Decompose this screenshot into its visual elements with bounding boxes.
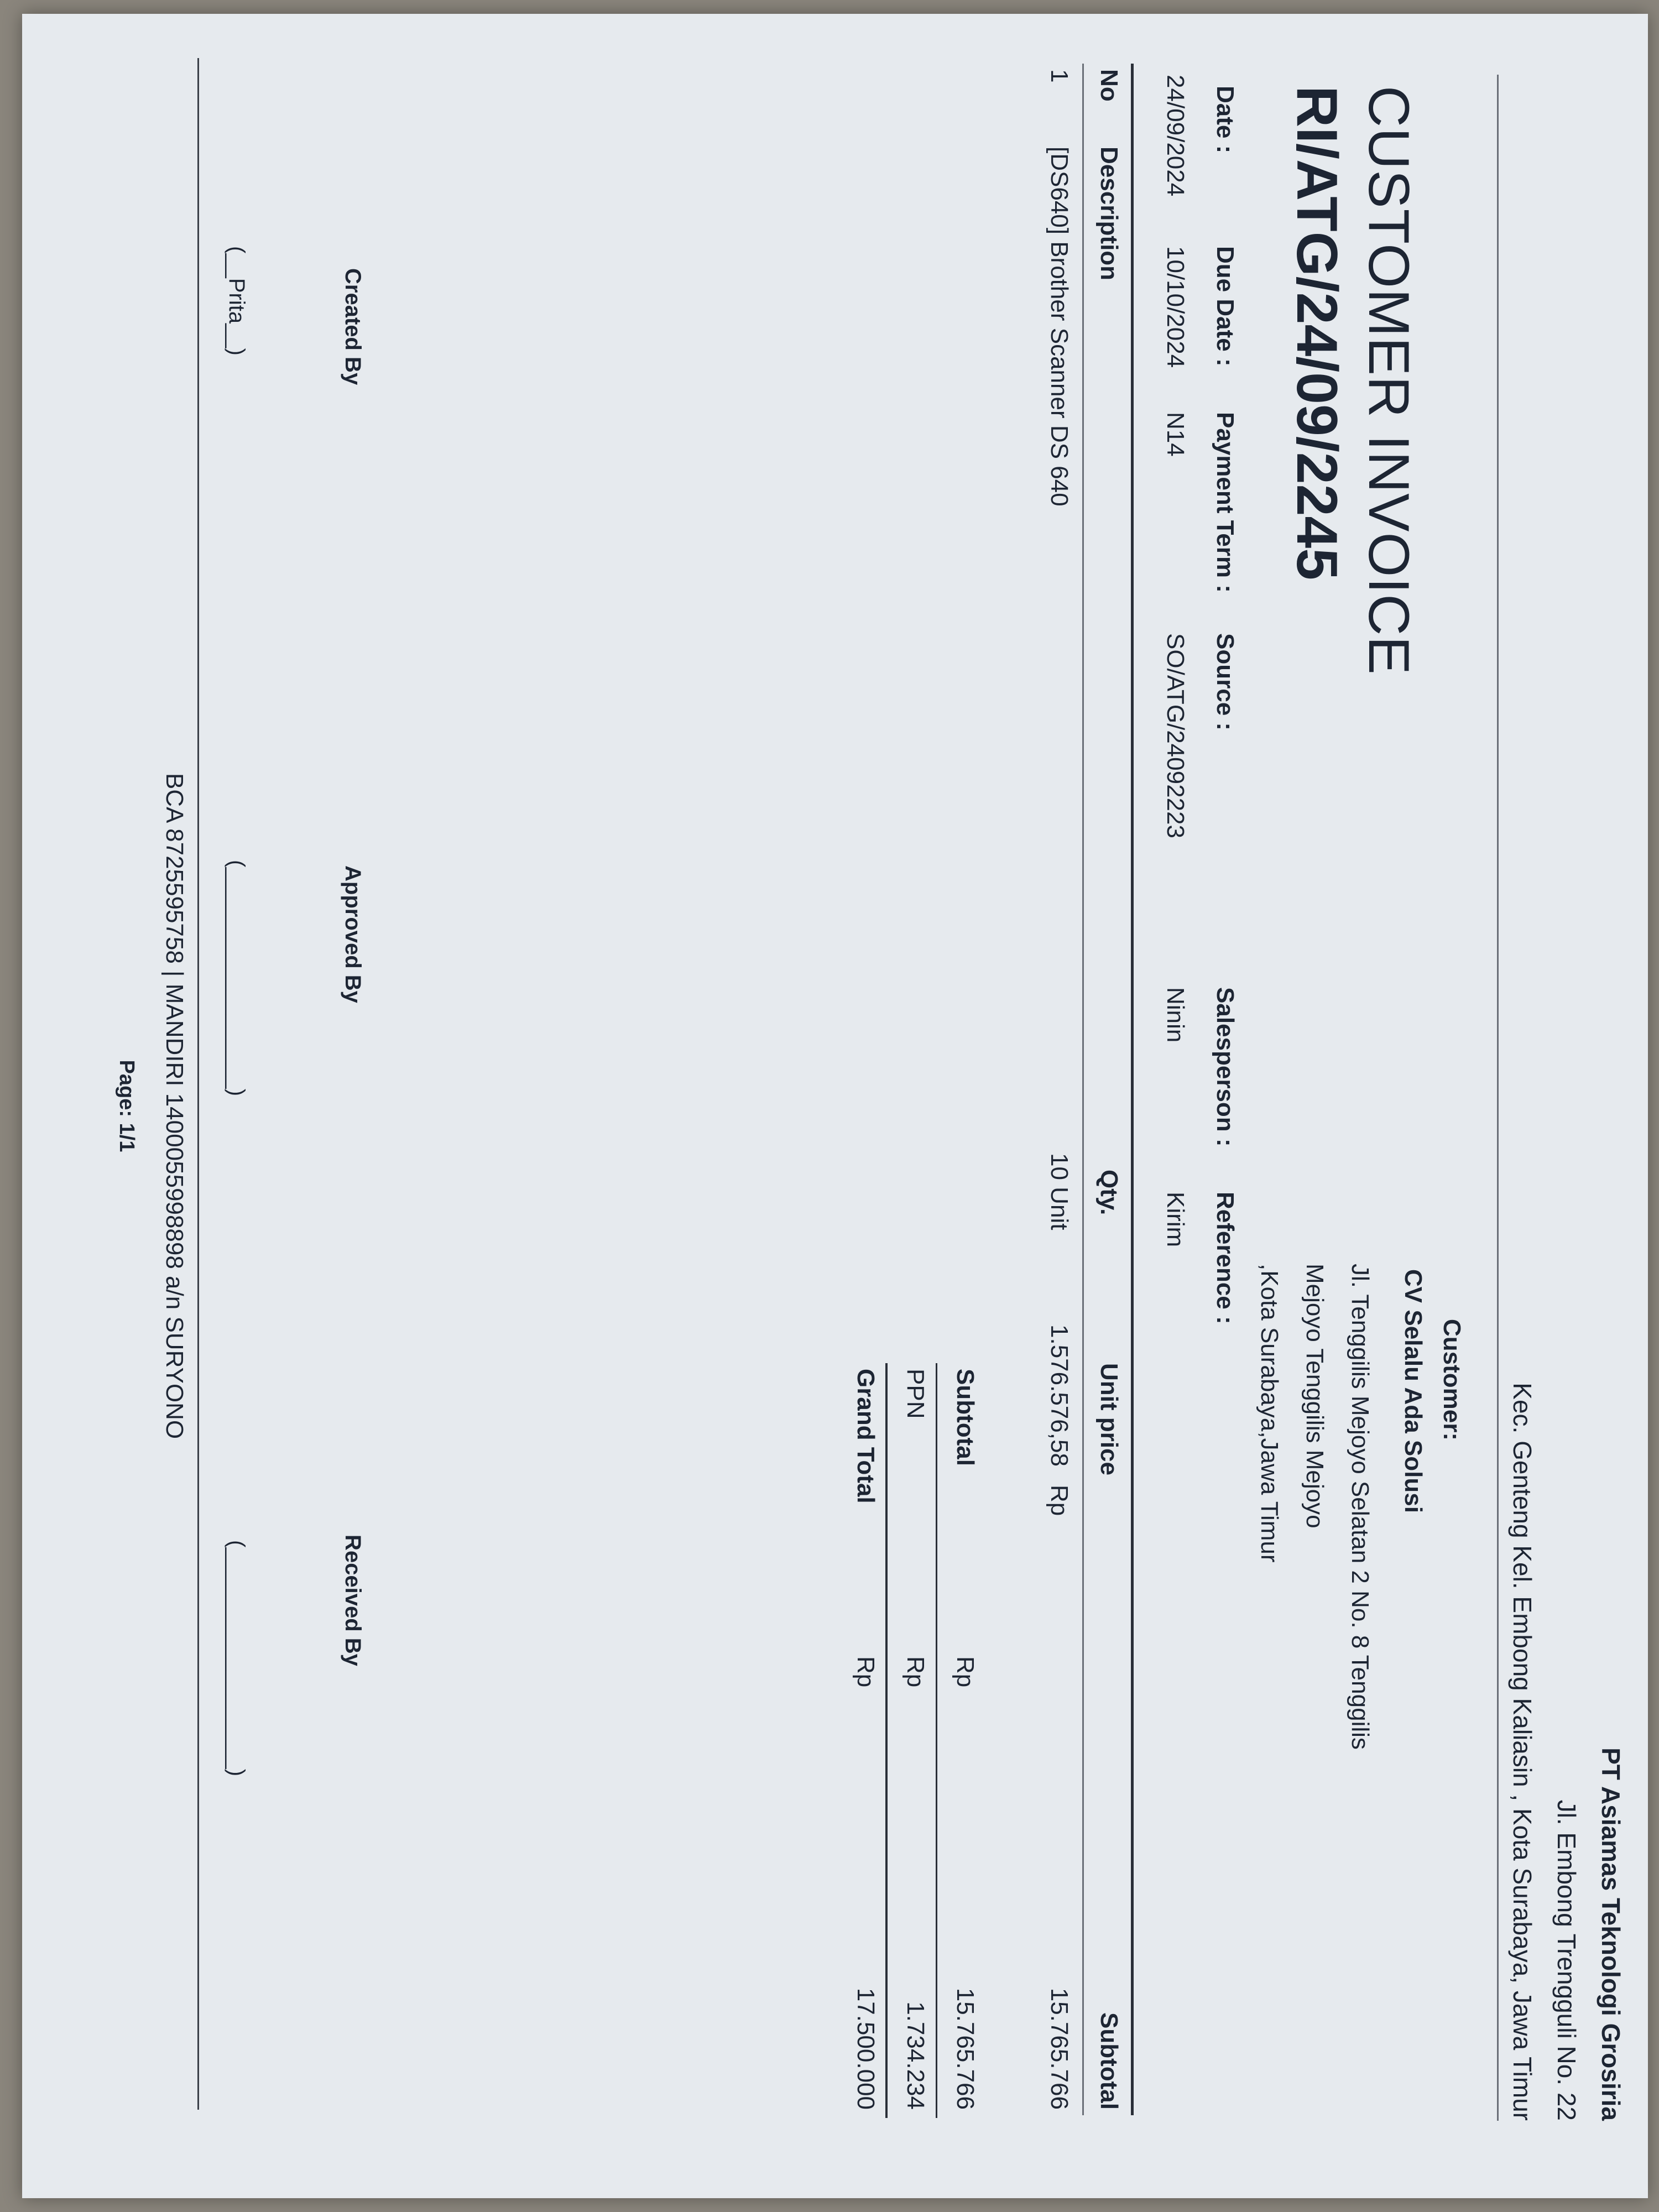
due-date-label: Due Date : xyxy=(1212,246,1239,367)
page-number: Page: 1/1 xyxy=(115,1060,138,1152)
invoice-paper xyxy=(22,14,1648,2198)
row-no: 1 xyxy=(1046,69,1073,83)
salesperson-value: Ninin xyxy=(1162,987,1189,1043)
invoice-document xyxy=(22,14,1648,2198)
payment-term-label: Payment Term : xyxy=(1212,412,1239,593)
col-header-subtotal: Subtotal xyxy=(1095,2012,1123,2110)
reference-value: Kirim xyxy=(1162,1192,1189,1248)
subtotal-label: Subtotal xyxy=(952,1369,979,1466)
row-description: [DS640] Brother Scanner DS 640 xyxy=(1046,147,1073,507)
col-header-no: No xyxy=(1095,69,1123,102)
customer-address: Jl. Tenggilis Mejoyo Selatan 2 No. 8 Tenggilis Mejoyo Tenggilis Mejoyo ,Kota Surabaya,Jawa Timur xyxy=(1256,1264,1374,1750)
subtotal-currency: Rp xyxy=(952,1656,979,1688)
customer-heading: Customer: xyxy=(1438,1319,1465,1441)
grand-total-currency: Rp xyxy=(852,1656,879,1688)
invoice-number: RI/ATG/24/09/2245 xyxy=(1285,86,1349,581)
received-by-signature: (__________________) xyxy=(225,1540,249,1777)
payment-term-value: N14 xyxy=(1162,412,1189,457)
ppn-rule xyxy=(885,1363,888,2118)
col-header-description: Description xyxy=(1095,147,1123,281)
col-header-qty: Qty. xyxy=(1095,1170,1123,1215)
approved-by-signature: (__________________) xyxy=(225,860,249,1097)
customer-name: CV Selalu Ada Solusi xyxy=(1400,1269,1427,1513)
row-unit-price: 1.576.576,58 xyxy=(1046,1324,1073,1467)
company-address-line2: Kec. Genteng Kel. Embong Kaliasin , Kota Surabaya, Jawa Timur xyxy=(1508,1383,1537,2121)
bank-account-info: BCA 8725595758 | MANDIRI 1400055998898 a/n SURYONO xyxy=(161,773,188,1439)
date-label: Date : xyxy=(1212,86,1239,154)
subtotal-value: 15.765.766 xyxy=(952,1987,979,2110)
salesperson-label: Salesperson : xyxy=(1212,987,1239,1147)
grand-total-label: Grand Total xyxy=(852,1369,879,1504)
footer-divider xyxy=(197,58,199,2110)
company-name: PT Asiamas Teknologi Grosiria xyxy=(1597,1747,1625,2121)
header-divider xyxy=(1497,75,1499,2121)
ppn-currency: Rp xyxy=(902,1656,929,1688)
source-label: Source : xyxy=(1212,633,1239,731)
company-address-line1: Jl. Embong Trengguli No. 22 xyxy=(1552,1799,1581,2121)
grand-total-value: 17.500.000 xyxy=(852,1987,879,2110)
subtotal-rule xyxy=(936,1363,937,2118)
col-header-unit-price: Unit price xyxy=(1095,1363,1123,1475)
created-by-label: Created By xyxy=(341,268,365,385)
source-value: SO/ATG/24092223 xyxy=(1162,633,1189,838)
created-by-signature: (__Prita__) xyxy=(225,246,249,356)
row-subtotal: 15.765.766 xyxy=(1046,1987,1073,2110)
table-top-rule xyxy=(1131,64,1134,2115)
received-by-label: Received By xyxy=(341,1535,365,1666)
row-qty: 10 Unit xyxy=(1046,1153,1073,1230)
approved-by-label: Approved By xyxy=(341,865,365,1003)
row-currency: Rp xyxy=(1046,1485,1073,1516)
due-date-value: 10/10/2024 xyxy=(1162,246,1189,368)
ppn-value: 1.734.234 xyxy=(902,2001,929,2110)
date-value: 24/09/2024 xyxy=(1162,75,1189,197)
reference-label: Reference : xyxy=(1212,1192,1239,1324)
invoice-title: CUSTOMER INVOICE xyxy=(1357,86,1421,675)
table-header-rule xyxy=(1082,64,1084,2115)
ppn-label: PPN xyxy=(902,1369,929,1419)
